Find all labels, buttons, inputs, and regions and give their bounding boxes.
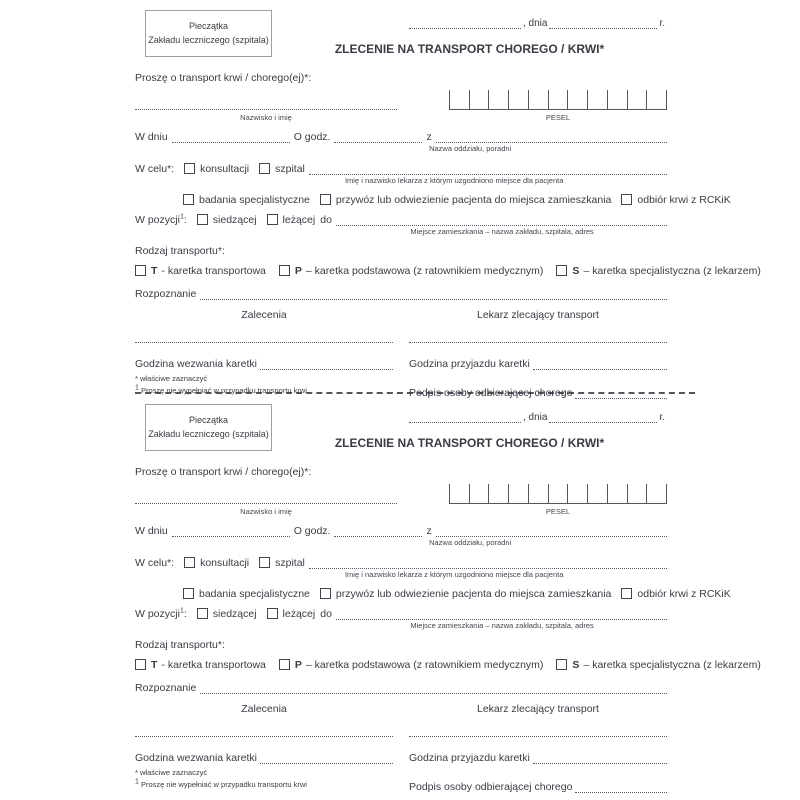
checkbox-konsultacji: [184, 163, 195, 174]
rodzaj-options-row: [135, 265, 761, 277]
zalecenia-fill-line: [135, 734, 393, 737]
w-dniu-label: W dniu: [135, 131, 168, 143]
form-header: [135, 10, 667, 57]
footnote-star: * właściwe zaznaczyć: [135, 374, 208, 383]
checkbox-karetka-p: [279, 265, 290, 276]
badania-label: badania specjalistyczne: [199, 194, 310, 206]
stamp-line-2: Zakładu leczniczego (szpitala): [148, 34, 269, 45]
miejsce-caption: Miejsce zamieszkania – nazwa zakładu, szpitala, adres: [410, 621, 594, 630]
footnote-1: $^1$ Proszę nie wypełniać w przypadku transportu krwi: [135, 384, 307, 395]
w-pozycji-label: W pozycji$^1$:: [135, 607, 187, 620]
pesel-cell: [488, 90, 508, 109]
stamp-box: [145, 404, 272, 451]
lekarz-caption-row: [135, 175, 667, 186]
name-block: [135, 107, 397, 122]
header-right: [272, 10, 667, 56]
dnia-label: , dnia: [522, 18, 548, 29]
bottom-columns: [135, 309, 667, 399]
pesel-cell: [646, 90, 667, 109]
form-title: ZLECENIE NA TRANSPORT CHOREGO / KRWI*: [334, 436, 605, 450]
pesel-cell: [488, 484, 508, 503]
przywoz-label: przywóz lub odwiezienie pacjenta do miejsca zamieszkania: [335, 588, 612, 600]
place-fill-line: [409, 26, 521, 29]
pesel-cell: [607, 484, 627, 503]
form-header: [135, 404, 667, 451]
karetka-p-desc: – karetka podstawowa (z ratownikiem medycznym): [305, 265, 544, 277]
z-label: z: [426, 131, 432, 143]
oddzial-caption-row: [135, 537, 667, 548]
checkbox-siedzacej: [197, 214, 208, 225]
request-label: Proszę o transport krwi / chorego(ej)*:: [135, 72, 312, 84]
checkbox-karetka-p: [279, 659, 290, 670]
name-pesel-row: [135, 484, 667, 516]
stamp-line-1: Pieczątka: [188, 414, 229, 425]
footnotes: [135, 373, 393, 397]
godzina-przyjazdu-fill: [533, 367, 667, 370]
checkbox-karetka-t: [135, 659, 146, 670]
bottom-columns: [135, 703, 667, 793]
oddzial-caption-row: [135, 143, 667, 154]
lekarz-column: [409, 703, 667, 793]
checkbox-przywoz: [320, 588, 331, 599]
pesel-cell: [469, 484, 489, 503]
godzina-wezwania-row: [135, 358, 393, 370]
karetka-t-option: [135, 265, 266, 277]
footnote-star: * właściwe zaznaczyć: [135, 768, 208, 777]
oddzial-caption: Nazwa oddziału, poradni: [429, 538, 512, 547]
pesel-cell: [528, 90, 548, 109]
pesel-cell: [508, 90, 528, 109]
w-pozycji-row: [135, 608, 667, 620]
karetka-s-option: [556, 265, 760, 277]
lekarz-fill-line: [409, 340, 667, 343]
checkbox-lezacej: [267, 214, 278, 225]
rozpoznanie-label: Rozpoznanie: [135, 288, 197, 300]
w-pozycji-label: W pozycji$^1$:: [135, 213, 187, 226]
pesel-cell: [528, 484, 548, 503]
szpital-label: szpital: [275, 557, 305, 569]
rozpoznanie-fill: [200, 297, 667, 300]
godzina-przyjazdu-row: [409, 358, 667, 370]
badania-label: badania specjalistyczne: [199, 588, 310, 600]
lekarz-caption: Imię i nazwisko lekarza z którym uzgodniono miejsce dla pacjenta: [344, 570, 564, 579]
o-godz-label: O godz.: [293, 525, 331, 537]
szpital-label: szpital: [275, 163, 305, 175]
footnote-1: $^1$ Proszę nie wypełniać w przypadku transportu krwi: [135, 778, 307, 789]
pesel-comb: [449, 90, 667, 110]
checkbox-karetka-t: [135, 265, 146, 276]
pesel-cell: [567, 484, 587, 503]
pesel-cell: [548, 90, 568, 109]
zalecenia-column: [135, 703, 393, 793]
rozpoznanie-label: Rozpoznanie: [135, 682, 197, 694]
godzina-przyjazdu-fill: [533, 761, 667, 764]
karetka-s-letter: S: [572, 659, 580, 671]
konsultacji-label: konsultacji: [200, 163, 250, 175]
checkbox-badania: [183, 588, 194, 599]
karetka-t-desc: - karetka transportowa: [161, 659, 266, 671]
podpis-row: [409, 387, 667, 399]
zalecenia-header: Zalecenia: [241, 309, 287, 321]
rodzaj-options-row: [135, 659, 761, 671]
checkbox-konsultacji: [184, 557, 195, 568]
pesel-cell: [508, 484, 528, 503]
odbior-krwi-label: odbiór krwi z RCKiK: [637, 588, 731, 600]
header-right: [272, 404, 667, 450]
pesel-cell: [587, 484, 607, 503]
rozpoznanie-row: [135, 682, 667, 694]
date-line: [272, 412, 667, 423]
form-title: ZLECENIE NA TRANSPORT CHOREGO / KRWI*: [334, 42, 605, 56]
godzina-wezwania-fill: [260, 761, 393, 764]
lekarz-header: Lekarz zlecający transport: [477, 703, 599, 715]
karetka-t-option: [135, 659, 266, 671]
pesel-block: [449, 484, 667, 516]
rozpoznanie-fill: [200, 691, 667, 694]
pesel-cell: [548, 484, 568, 503]
checkbox-karetka-s: [556, 265, 567, 276]
godzina-wezwania-fill: [260, 367, 393, 370]
checkbox-przywoz: [320, 194, 331, 205]
podpis-fill: [575, 396, 667, 399]
checkbox-siedzacej: [197, 608, 208, 619]
karetka-p-option: [279, 265, 544, 277]
place-fill-line: [409, 420, 521, 423]
name-pesel-row: [135, 90, 667, 122]
karetka-s-desc: – karetka specjalistyczna (z lekarzem): [583, 265, 761, 277]
checkbox-odbior-krwi: [621, 588, 632, 599]
miejsce-caption: Miejsce zamieszkania – nazwa zakładu, szpitala, adres: [410, 227, 594, 236]
checkbox-badania: [183, 194, 194, 205]
karetka-p-letter: P: [294, 265, 302, 277]
date-fill-line: [549, 420, 657, 423]
name-caption: Nazwisko i imię: [240, 113, 292, 122]
pesel-cell: [646, 484, 667, 503]
pesel-caption: PESEL: [545, 113, 571, 122]
w-dniu-row: [135, 525, 667, 537]
pesel-cell: [627, 484, 647, 503]
siedzacej-label: siedzącej: [212, 608, 257, 620]
podpis-fill: [575, 790, 667, 793]
karetka-s-option: [556, 659, 760, 671]
w-dniu-row: [135, 131, 667, 143]
konsultacji-label: konsultacji: [200, 557, 250, 569]
pesel-cell: [469, 90, 489, 109]
request-label: Proszę o transport krwi / chorego(ej)*:: [135, 466, 312, 478]
pesel-cell: [627, 90, 647, 109]
pesel-caption: PESEL: [545, 507, 571, 516]
year-suffix: r.: [659, 412, 665, 423]
lekarz-column: [409, 309, 667, 399]
godzina-przyjazdu-row: [409, 752, 667, 764]
pesel-block: [449, 90, 667, 122]
podpis-label: Podpis osoby odbierającej chorego: [408, 781, 573, 793]
karetka-p-desc: – karetka podstawowa (z ratownikiem medycznym): [305, 659, 544, 671]
karetka-t-letter: T: [151, 265, 158, 277]
name-block: [135, 501, 397, 516]
godzina-wezwania-label: Godzina wezwania karetki: [135, 752, 257, 764]
rodzaj-transportu-label: Rodzaj transportu*:: [135, 639, 225, 651]
lezacej-label: leżącej: [282, 608, 316, 620]
lezacej-label: leżącej: [282, 214, 316, 226]
pesel-cell: [449, 90, 469, 109]
karetka-p-letter: P: [294, 659, 302, 671]
rodzaj-transportu-label: Rodzaj transportu*:: [135, 245, 225, 257]
godzina-wezwania-row: [135, 752, 393, 764]
odbior-krwi-label: odbiór krwi z RCKiK: [637, 194, 731, 206]
checkbox-szpital: [259, 557, 270, 568]
karetka-t-letter: T: [151, 659, 158, 671]
name-fill-line: [135, 107, 397, 110]
checkbox-karetka-s: [556, 659, 567, 670]
lekarz-caption-row: [135, 569, 667, 580]
miejsce-caption-row: [135, 620, 667, 631]
w-pozycji-sup: 1: [179, 213, 184, 221]
transport-order-form: [0, 394, 800, 793]
zalecenia-header: Zalecenia: [241, 703, 287, 715]
stamp-box: [145, 10, 272, 57]
zalecenia-fill-line: [135, 340, 393, 343]
karetka-s-letter: S: [572, 265, 580, 277]
przywoz-label: przywóz lub odwiezienie pacjenta do miejsca zamieszkania: [335, 194, 612, 206]
w-celu-label: W celu*:: [135, 163, 175, 175]
pesel-comb: [449, 484, 667, 504]
siedzacej-label: siedzącej: [212, 214, 257, 226]
w-celu-row: [135, 163, 667, 175]
oddzial-caption: Nazwa oddziału, poradni: [429, 144, 512, 153]
zalecenia-column: [135, 309, 393, 399]
date-line: [272, 18, 667, 29]
w-pozycji-row: [135, 214, 667, 226]
do-label: do: [320, 214, 332, 226]
pesel-cell: [587, 90, 607, 109]
year-suffix: r.: [659, 18, 665, 29]
godzina-przyjazdu-label: Godzina przyjazdu karetki: [408, 358, 530, 370]
footnotes: [135, 767, 393, 791]
miejsce-caption-row: [135, 226, 667, 237]
karetka-p-option: [279, 659, 544, 671]
dnia-label: , dnia: [522, 412, 548, 423]
name-caption: Nazwisko i imię: [240, 507, 292, 516]
rozpoznanie-row: [135, 288, 667, 300]
lekarz-header: Lekarz zlecający transport: [477, 309, 599, 321]
stamp-line-2: Zakładu leczniczego (szpitala): [148, 428, 269, 439]
transport-order-form: [0, 0, 800, 399]
karetka-t-desc: - karetka transportowa: [161, 265, 266, 277]
karetka-s-desc: – karetka specjalistyczna (z lekarzem): [583, 659, 761, 671]
w-celu-label: W celu*:: [135, 557, 175, 569]
checkbox-szpital: [259, 163, 270, 174]
w-celu-row: [135, 557, 667, 569]
date-fill-line: [549, 26, 657, 29]
cel-options-row: [135, 588, 731, 600]
name-fill-line: [135, 501, 397, 504]
w-dniu-label: W dniu: [135, 525, 168, 537]
pesel-cell: [449, 484, 469, 503]
godzina-przyjazdu-label: Godzina przyjazdu karetki: [408, 752, 530, 764]
o-godz-label: O godz.: [293, 131, 331, 143]
pesel-cell: [567, 90, 587, 109]
podpis-row: [409, 781, 667, 793]
pesel-cell: [607, 90, 627, 109]
godzina-wezwania-label: Godzina wezwania karetki: [135, 358, 257, 370]
checkbox-odbior-krwi: [621, 194, 632, 205]
lekarz-caption: Imię i nazwisko lekarza z którym uzgodniono miejsce dla pacjenta: [344, 176, 564, 185]
lekarz-fill-line: [409, 734, 667, 737]
checkbox-lezacej: [267, 608, 278, 619]
w-pozycji-sup: 1: [179, 607, 184, 615]
podpis-label: Podpis osoby odbierającej chorego: [408, 387, 573, 399]
stamp-line-1: Pieczątka: [188, 20, 229, 31]
z-label: z: [426, 525, 432, 537]
cel-options-row: [135, 194, 731, 206]
do-label: do: [320, 608, 332, 620]
